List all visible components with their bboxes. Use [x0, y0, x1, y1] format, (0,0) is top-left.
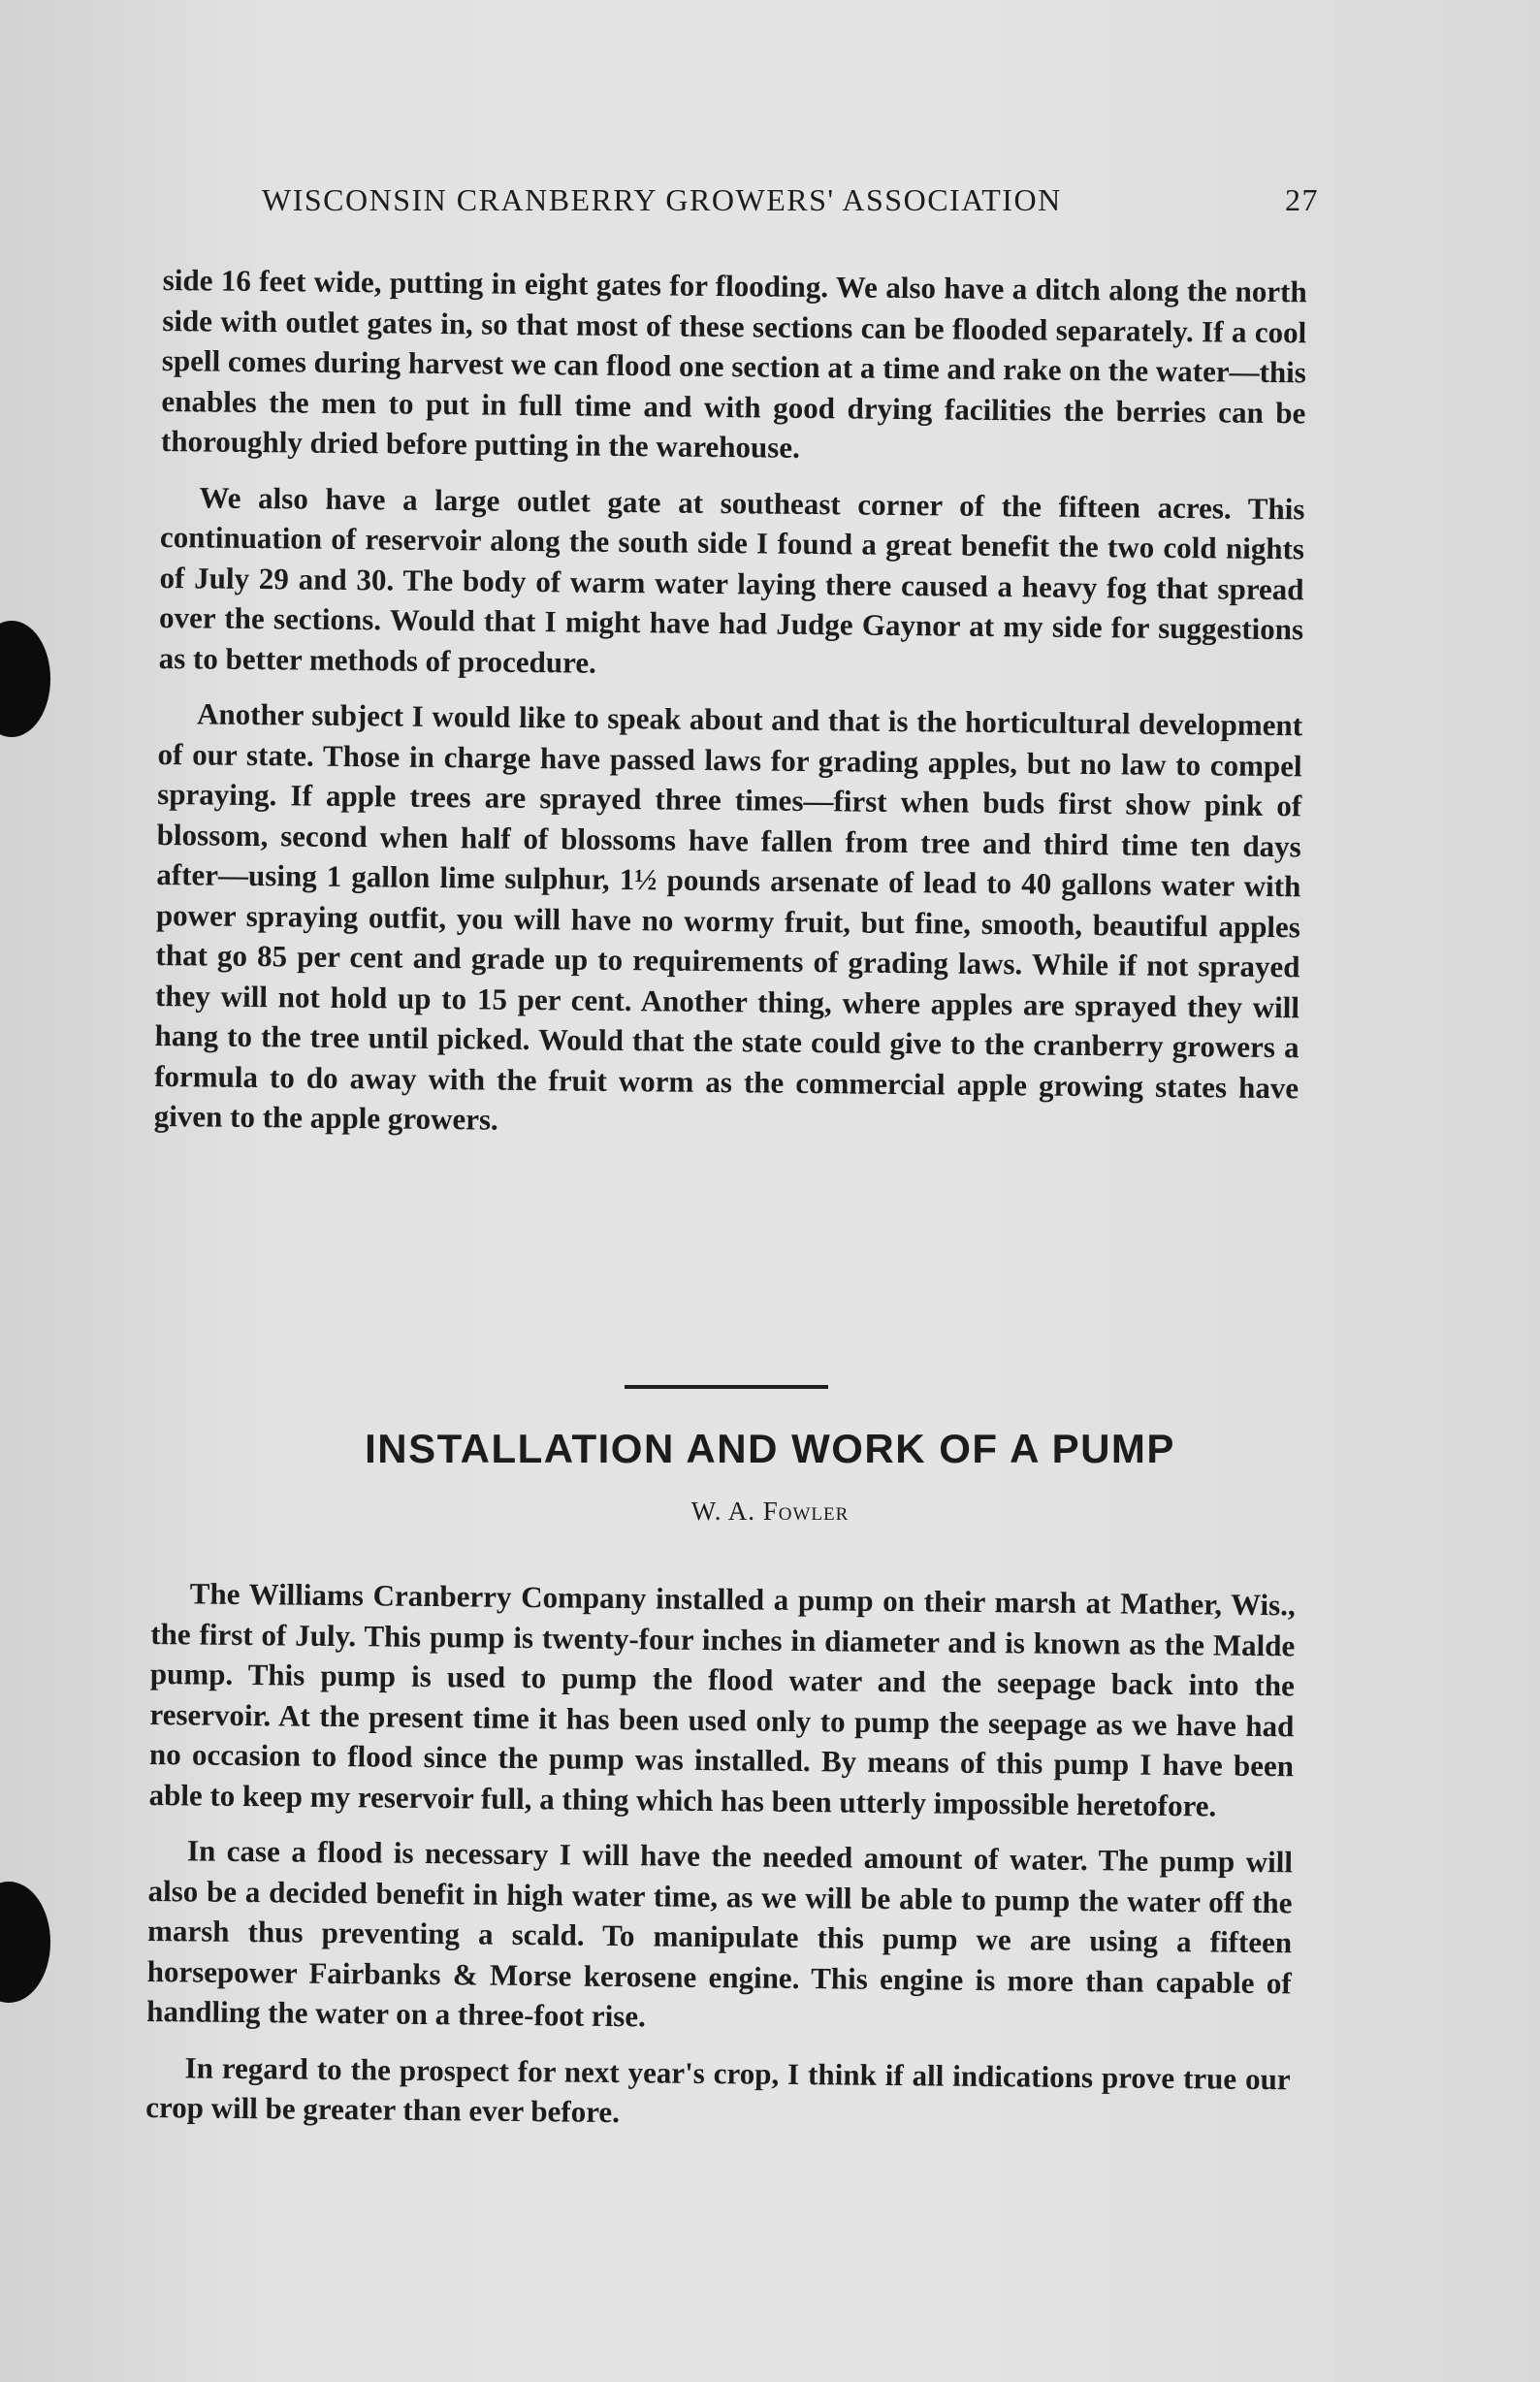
binding-hole — [0, 621, 50, 737]
paragraph: The Williams Cranberry Company installed a pump on their marsh at Mather, Wis., the first of July. This pump is twenty-four inches in diameter and is known as the Malde pump. This pump is used to pump the flood water and the seepage back into the reservoir. At the present time it has been used only to pump the seepage as we have had no occasion to flood since the pump was installed. By means of this pump I have been able to keep my reservoir full, a thing which has been utterly impossible heretofore. — [148, 1576, 1296, 1823]
page-number: 27 — [1285, 182, 1319, 217]
paragraph: We also have a large outlet gate at southeast corner of the fifteen acres. This continuation of reservoir along the south side I found a great benefit the two cold nights of July 29 and 30. The body of warm water laying there caused a heavy fog that spread over the sections. Would that I might have had Judge Gaynor at my side for suggestions as to better methods of procedure. — [158, 479, 1305, 680]
section-divider — [625, 1385, 828, 1389]
article-body — [145, 1573, 1296, 2155]
paragraph: side 16 feet wide, putting in eight gates for flooding. We also have a ditch along the north side with outlet gates in, so that most of these sections can be flooded separately. If a cool spell comes during harvest we can flood one section at a time and rake on the water—this enables the men to put in full time and with good drying facilities the berries can be thoroughly dried before putting in the warehouse. — [160, 262, 1307, 465]
article-title: INSTALLATION AND WORK OF A PUMP — [365, 1426, 1175, 1471]
paragraph: In case a flood is necessary I will have the needed amount of water. The pump will also be a decided benefit in high water time, as we will be able to pump the water off the marsh thus preventing a scald. To manipulate this pump we are using a fifteen horsepower Fairbanks & Morse kerosene engine. This engine is more than capable of handling the water on a three-foot rise. — [146, 1833, 1294, 2034]
running-header — [262, 182, 1319, 231]
continued-text — [153, 260, 1307, 1164]
paragraph: Another subject I would like to speak about and that is the horticultural development of our state. Those in charge have passed laws for grading apples, but no law to compel spraying. If apple trees are sprayed three times—first when buds first show pink of blossom, second when half of blossoms have fallen from tree and third time ten days after—using 1 gallon lime sulphur, 1½ pounds arsenate of lead to 40 gallons water with power spraying outfit, you will have no wormy fruit, but fine, smooth, beautiful apples that go 85 per cent and grade up to requirements of grading laws. While if not sprayed they will not hold up to 15 per cent. Another thing, where apples are sprayed they will hang to the tree until picked. Would that the state could give to the cranberry growers a formula to do away with the fruit worm as the commercial apple growing states have given to the apple growers. — [153, 696, 1303, 1137]
running-title: WISCONSIN CRANBERRY GROWERS' ASSOCIATION — [262, 182, 1062, 217]
article-author: W. A. Fowler — [690, 1497, 850, 1526]
binding-hole — [0, 1882, 50, 2003]
paragraph: In regard to the prospect for next year's crop, I think if all indications prove true our crop will be greater than ever before. — [145, 2049, 1291, 2130]
